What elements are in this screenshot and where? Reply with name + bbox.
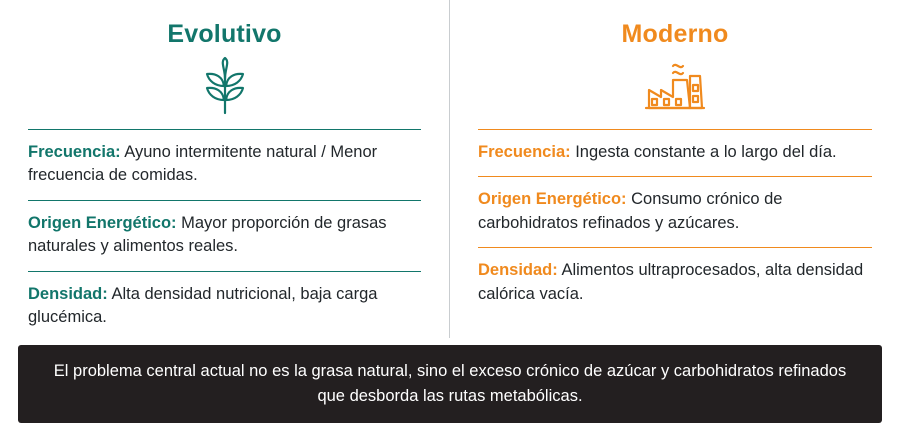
footer-banner	[18, 345, 882, 423]
row-label: Densidad:	[478, 261, 558, 280]
footer-text: El problema central actual no es la grasa natural, sino el exceso crónico de azúcar y carbohidratos refinados que desborda las rutas metabólicas.	[53, 362, 847, 405]
row-frecuencia-evolutivo	[28, 129, 421, 200]
column-evolutivo	[0, 0, 450, 338]
row-label: Densidad:	[28, 284, 108, 303]
row-text: Ayuno intermitente natural / Menor frecuencia de comidas.	[28, 143, 378, 185]
row-densidad-evolutivo	[28, 271, 421, 342]
row-densidad-moderno	[478, 247, 872, 318]
rows-moderno	[478, 129, 872, 318]
row-label: Origen Energético:	[478, 190, 627, 209]
row-frecuencia-moderno	[478, 129, 872, 176]
row-label: Frecuencia:	[478, 143, 571, 161]
row-text: Alta densidad nutricional, baja carga glucémica.	[28, 284, 378, 327]
row-label: Frecuencia:	[28, 143, 121, 161]
column-moderno	[450, 0, 900, 338]
row-origen-energetico-moderno	[478, 176, 872, 247]
column-title-moderno: Moderno	[621, 20, 729, 48]
factory-icon	[478, 55, 872, 119]
column-title-evolutivo: Evolutivo	[167, 20, 282, 48]
row-text: Mayor proporción de grasas naturales y alimentos reales.	[28, 213, 387, 256]
row-text: Ingesta constante a lo largo del día.	[570, 143, 837, 161]
leaf-branch-icon	[28, 55, 421, 119]
rows-evolutivo	[28, 129, 421, 342]
row-text: Consumo crónico de carbohidratos refinados y azúcares.	[478, 190, 783, 232]
row-label: Origen Energético:	[28, 213, 177, 232]
row-text: Alimentos ultraprocesados, alta densidad calórica vacía.	[478, 261, 864, 303]
row-origen-energetico-evolutivo	[28, 200, 421, 271]
